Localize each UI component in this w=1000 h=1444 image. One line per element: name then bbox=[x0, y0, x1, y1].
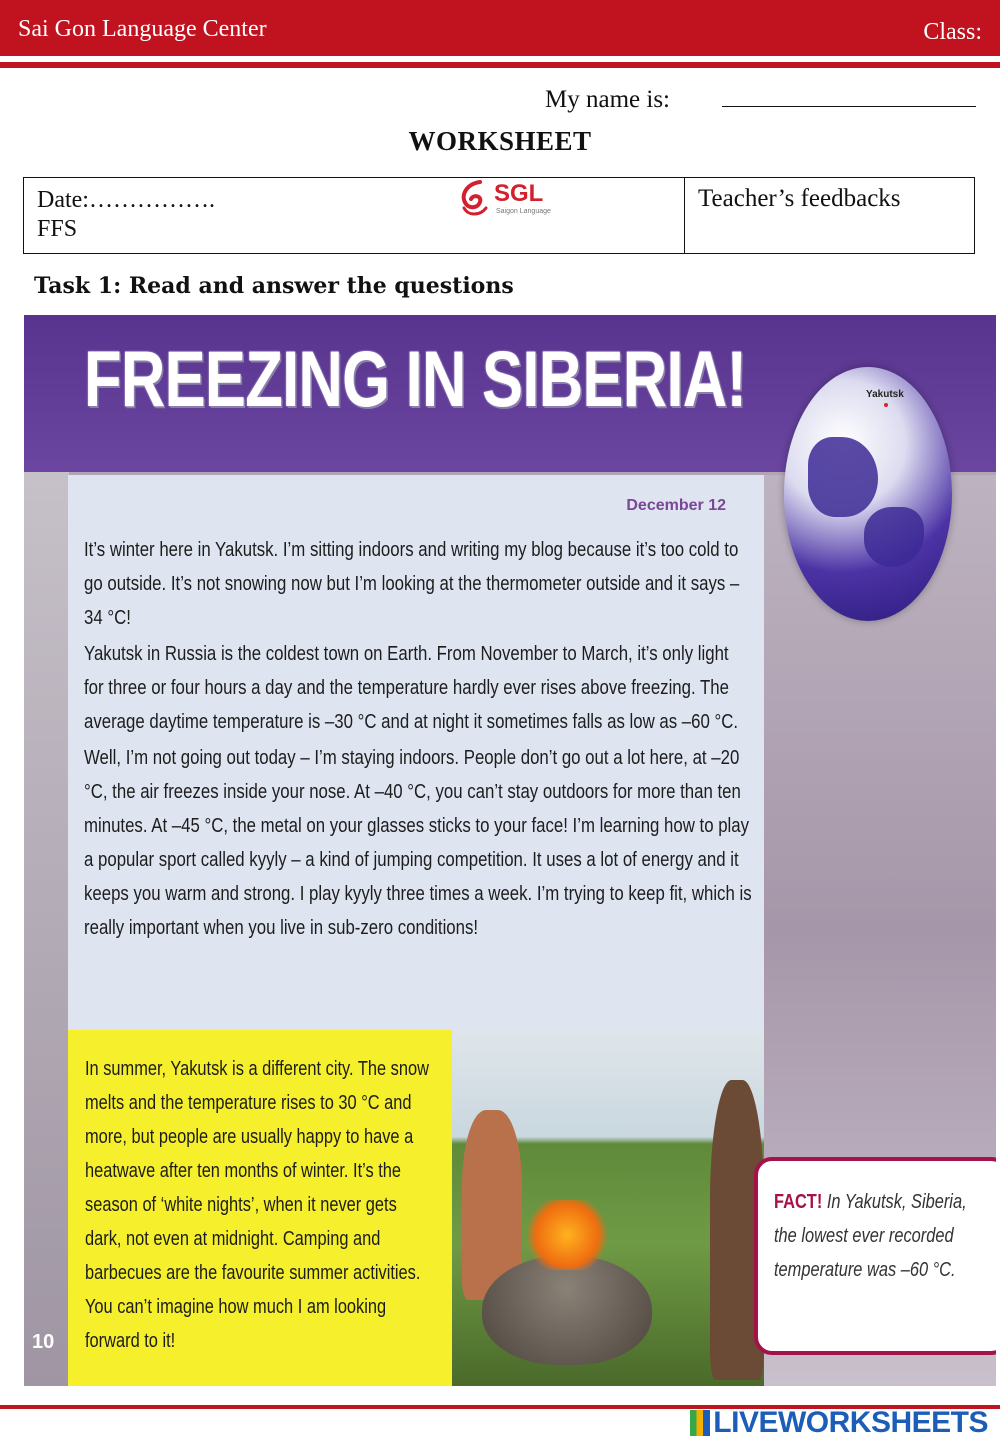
teacher-feedback-label: Teacher’s feedbacks bbox=[698, 185, 901, 212]
barbecue-photo bbox=[452, 1030, 764, 1386]
header-divider bbox=[0, 62, 1000, 68]
photo-grill bbox=[482, 1255, 652, 1365]
snow-background-left bbox=[24, 472, 69, 1386]
fact-label: FACT! bbox=[774, 1191, 823, 1213]
center-name: Sai Gon Language Center bbox=[18, 16, 267, 42]
reading-article bbox=[24, 315, 996, 1386]
summer-box bbox=[68, 1030, 452, 1386]
logo-text: SGL bbox=[494, 180, 544, 207]
blog-paragraph: Yakutsk in Russia is the coldest town on Earth. From November to March, it’s only light for three or four hours a day and the temperature hardly ever rises above freezing. The average daytime temperature is –30 °C and at night it sometimes falls as low as –60 °C. bbox=[84, 643, 739, 733]
info-divider bbox=[684, 178, 685, 253]
page-number: 10 bbox=[32, 1331, 55, 1353]
task-heading: Task 1: Read and answer the questions bbox=[34, 273, 514, 299]
fact-content bbox=[774, 1185, 983, 1287]
blog-date: December 12 bbox=[626, 497, 726, 514]
blog-panel bbox=[68, 475, 764, 1030]
location-dot-icon bbox=[884, 403, 888, 407]
name-label: My name is: bbox=[545, 86, 670, 113]
photo-fire bbox=[522, 1200, 612, 1270]
globe-city-label: Yakutsk bbox=[866, 389, 904, 400]
worksheet-title: WORKSHEET bbox=[408, 126, 592, 156]
name-input-line[interactable] bbox=[722, 106, 976, 107]
globe-landmass bbox=[864, 507, 924, 567]
footer-brand: LIVEWORKSHEETS bbox=[713, 1406, 988, 1439]
globe-landmass bbox=[808, 437, 878, 517]
blog-body bbox=[84, 533, 752, 947]
liveworksheets-icon bbox=[690, 1410, 710, 1436]
fact-box bbox=[754, 1157, 996, 1355]
sgl-logo bbox=[456, 178, 566, 222]
header-bar bbox=[0, 0, 1000, 56]
ffs-label: FFS bbox=[37, 216, 78, 242]
class-label: Class: bbox=[923, 19, 982, 45]
date-field: Date:……………. bbox=[37, 187, 215, 213]
globe-image bbox=[784, 367, 952, 621]
fact-text: In Yakutsk, Siberia, the lowest ever recorded temperature was –60 °C. bbox=[774, 1191, 967, 1281]
blog-paragraph: It’s winter here in Yakutsk. I’m sitting indoors and writing my blog because it’s too cold to go outside. It’s not snowing now but I’m looking at the thermometer outside and it says –34 °C! bbox=[84, 539, 740, 629]
liveworksheets-logo bbox=[690, 1406, 988, 1440]
article-headline: FREEZING IN SIBERIA! bbox=[84, 334, 747, 423]
info-box bbox=[23, 177, 975, 254]
logo-subtext: Saigon Language bbox=[496, 208, 551, 215]
blog-paragraph: Well, I’m not going out today – I’m staying indoors. People don’t go out a lot here, at –20 °C, the air freezes inside your nose. At –40 °C, you can’t stay outdoors for more than ten minutes. At –45 °C, the metal on your glasses sticks to your face! I’m learning how to play a popular sport called kyyly – a kind of jumping competition. It uses a lot of energy and it keeps you warm and strong. I play kyyly three times a week. I’m trying to keep fit, which is really important when you live in sub-zero conditions! bbox=[84, 747, 752, 939]
sgl-swirl-icon bbox=[456, 178, 492, 218]
summer-paragraph: In summer, Yakutsk is a different city. The snow melts and the temperature rises to 30 °C and more, but people are usually happy to have a heatwave after ten months of winter. It’s the season of ‘white nights’, when it never gets dark, not even at midnight. Camping and barbecues are the favourite summer activities. You can’t imagine how much I am looking forward to it! bbox=[85, 1058, 429, 1352]
